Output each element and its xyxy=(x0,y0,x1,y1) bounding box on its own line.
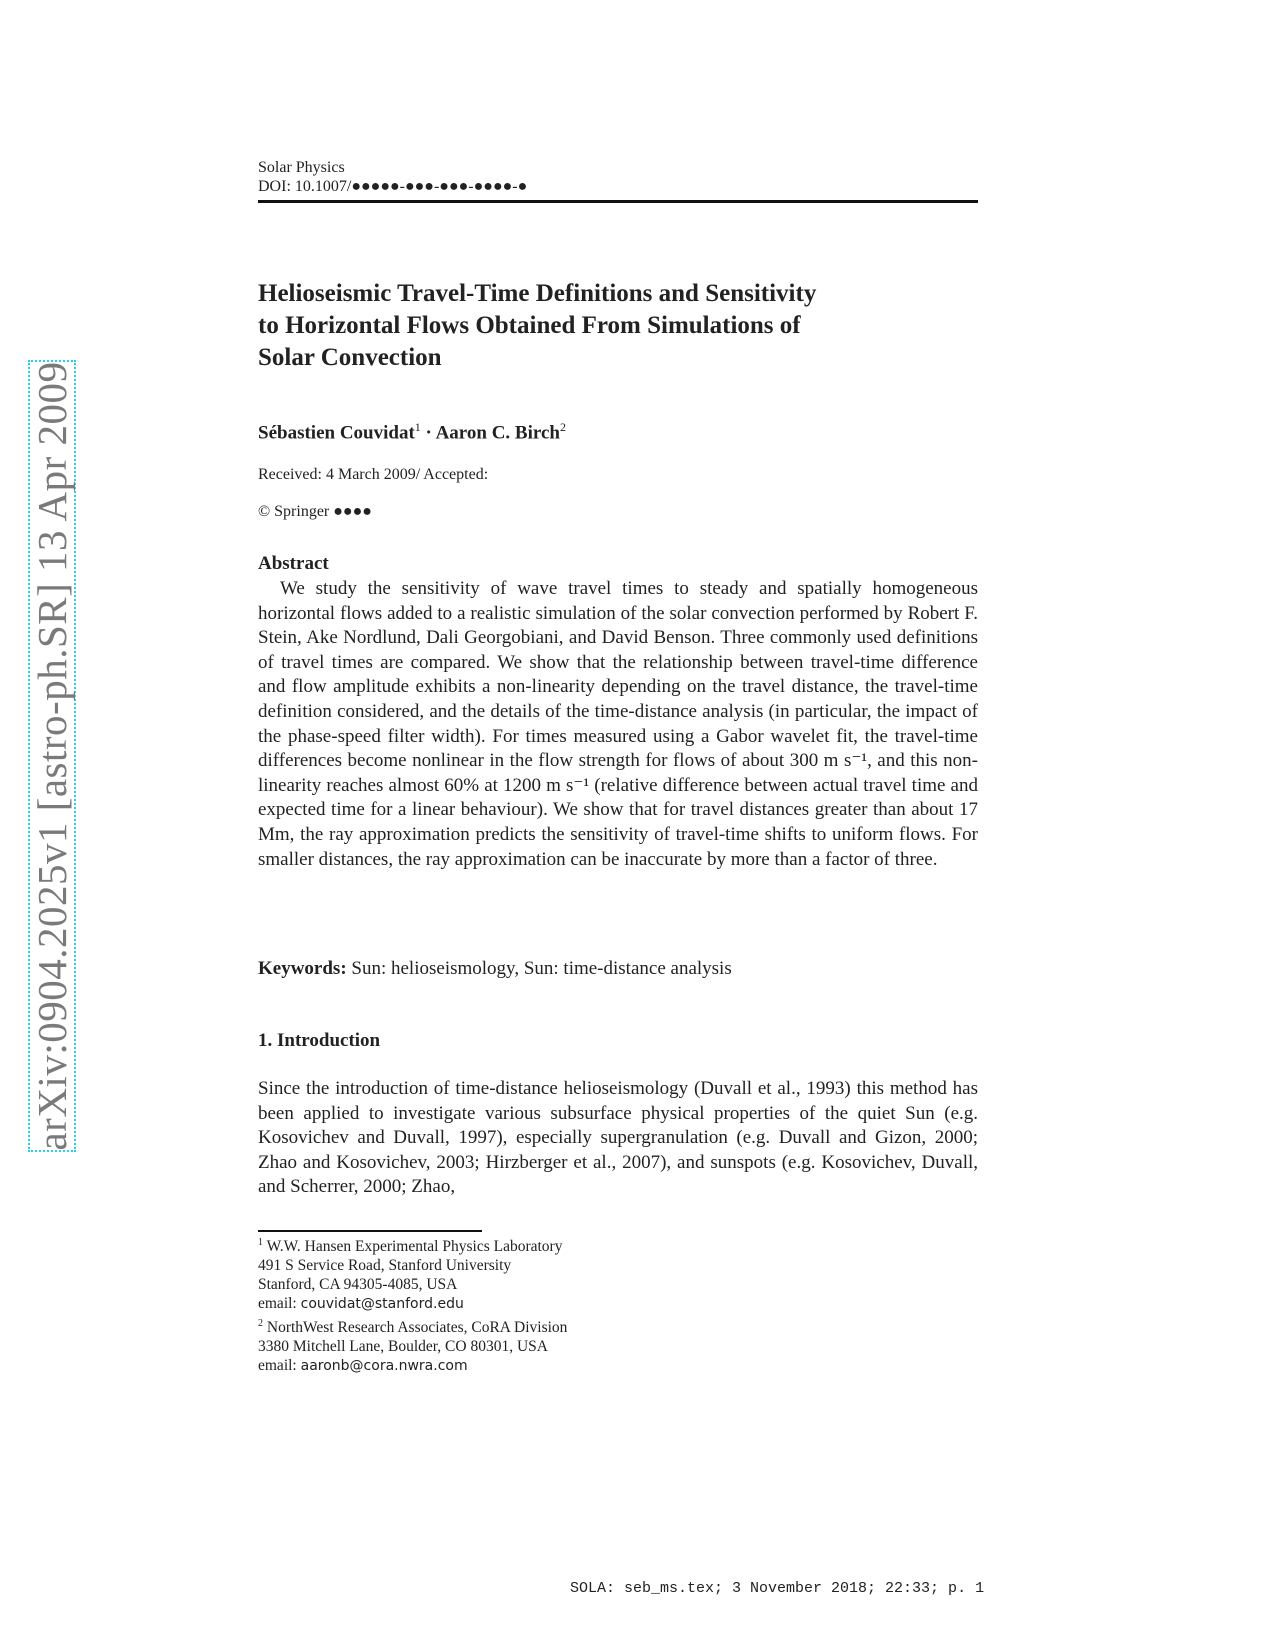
keywords-label: Keywords: xyxy=(258,958,347,979)
footnotes xyxy=(258,1233,567,1376)
section-heading-introduction: 1. Introduction xyxy=(258,1030,381,1051)
keywords xyxy=(258,958,732,980)
email-link[interactable]: aaronb@cora.nwra.com xyxy=(300,1358,468,1375)
abstract-text: We study the sensitivity of wave travel times to steady and spatially homogeneous horizontal flows added to a realistic simulation of the solar convection performed by Robert F. Stein, Ake Nordlund, Dali Georgobiani, and David Benson. Three commonly used definitions of travel times are compared. We show that the relationship between travel-time difference and flow amplitude exhibits a non-linearity depending on the travel distance, the travel-time definition considered, and the details of the time-distance analysis (in particular, the impact of the phase-speed filter width). For times measured using a Gabor wavelet fit, the travel-time differences become nonlinear in the flow strength for flows of about 300 m s⁻¹, and this non-linearity reaches almost 60% at 1200 m s⁻¹ (relative difference between actual travel time and expected time for a linear behaviour). We show that for travel distances greater than about 17 Mm, the ray approximation predicts the sensitivity of travel-time shifts to uniform flows. For smaller distances, the ray approximation can be inaccurate by more than a factor of three. xyxy=(258,578,978,870)
author-name: Sébastien Couvidat xyxy=(258,422,415,444)
footnote-1-line: Stanford, CA 94305-4085, USA xyxy=(258,1276,458,1294)
footnote-mark: 2 xyxy=(258,1318,263,1330)
introduction-text: Since the introduction of time-distance helioseismology (Duvall et al., 1993) this method has been applied to investigate various subsurface physical properties of the quiet Sun (e.g. Kosovichev and Duvall, 1997), especially supergranulation (e.g. Duvall and Gizon, 2000; Zhao and Kosovichev, 2003; Hirzberger et al., 2007), and sunspots (e.g. Kosovichev, Duvall, and Scherrer, 2000; Zhao, xyxy=(258,1078,978,1198)
footnote-1-line: 491 S Service Road, Stanford University xyxy=(258,1257,512,1275)
arxiv-identifier: arXiv:0904.2025v1 [astro-ph.SR] 13 Apr 2009 xyxy=(29,361,75,1151)
journal-doi: DOI: 10.1007/●●●●●-●●●-●●●-●●●●-● xyxy=(258,178,528,195)
author-separator: · xyxy=(420,422,436,444)
footnote-rule xyxy=(258,1230,482,1232)
footnote-2-email-line: email: aaronb@cora.nwra.com xyxy=(258,1357,468,1375)
abstract-heading: Abstract xyxy=(258,553,329,574)
keywords-text: Sun: helioseismology, Sun: time-distance analysis xyxy=(346,958,732,979)
author-name: Aaron C. Birch xyxy=(435,422,560,444)
journal-header xyxy=(258,158,527,196)
footnote-1-email-line: email: couvidat@stanford.edu xyxy=(258,1295,464,1313)
title-line: Helioseismic Travel-Time Definitions and Sensitivity xyxy=(258,280,817,307)
email-link[interactable]: couvidat@stanford.edu xyxy=(300,1296,464,1313)
affiliation-mark: 2 xyxy=(559,420,566,434)
page-footer: SOLA: seb_ms.tex; 3 November 2018; 22:33; p. 1 xyxy=(570,1580,985,1597)
header-rule xyxy=(258,200,978,203)
author-list xyxy=(258,420,566,444)
affiliation-mark: 1 xyxy=(414,420,421,434)
title-line: Solar Convection xyxy=(258,344,442,371)
received-date: Received: 4 March 2009/ Accepted: xyxy=(258,466,489,483)
copyright-notice: © Springer ●●●● xyxy=(258,503,372,520)
paper-title xyxy=(258,278,978,374)
journal-name: Solar Physics xyxy=(258,159,345,176)
footnote-mark: 1 xyxy=(258,1237,263,1248)
footnote-1-line: $^1$ W.W. Hansen Experimental Physics Laboratory xyxy=(258,1237,563,1256)
footnote-2-line: $^2$ NorthWest Research Associates, CoRA Division xyxy=(258,1318,568,1337)
title-line: to Horizontal Flows Obtained From Simulations of xyxy=(258,312,801,339)
footnote-2-line: 3380 Mitchell Lane, Boulder, CO 80301, USA xyxy=(258,1338,548,1356)
